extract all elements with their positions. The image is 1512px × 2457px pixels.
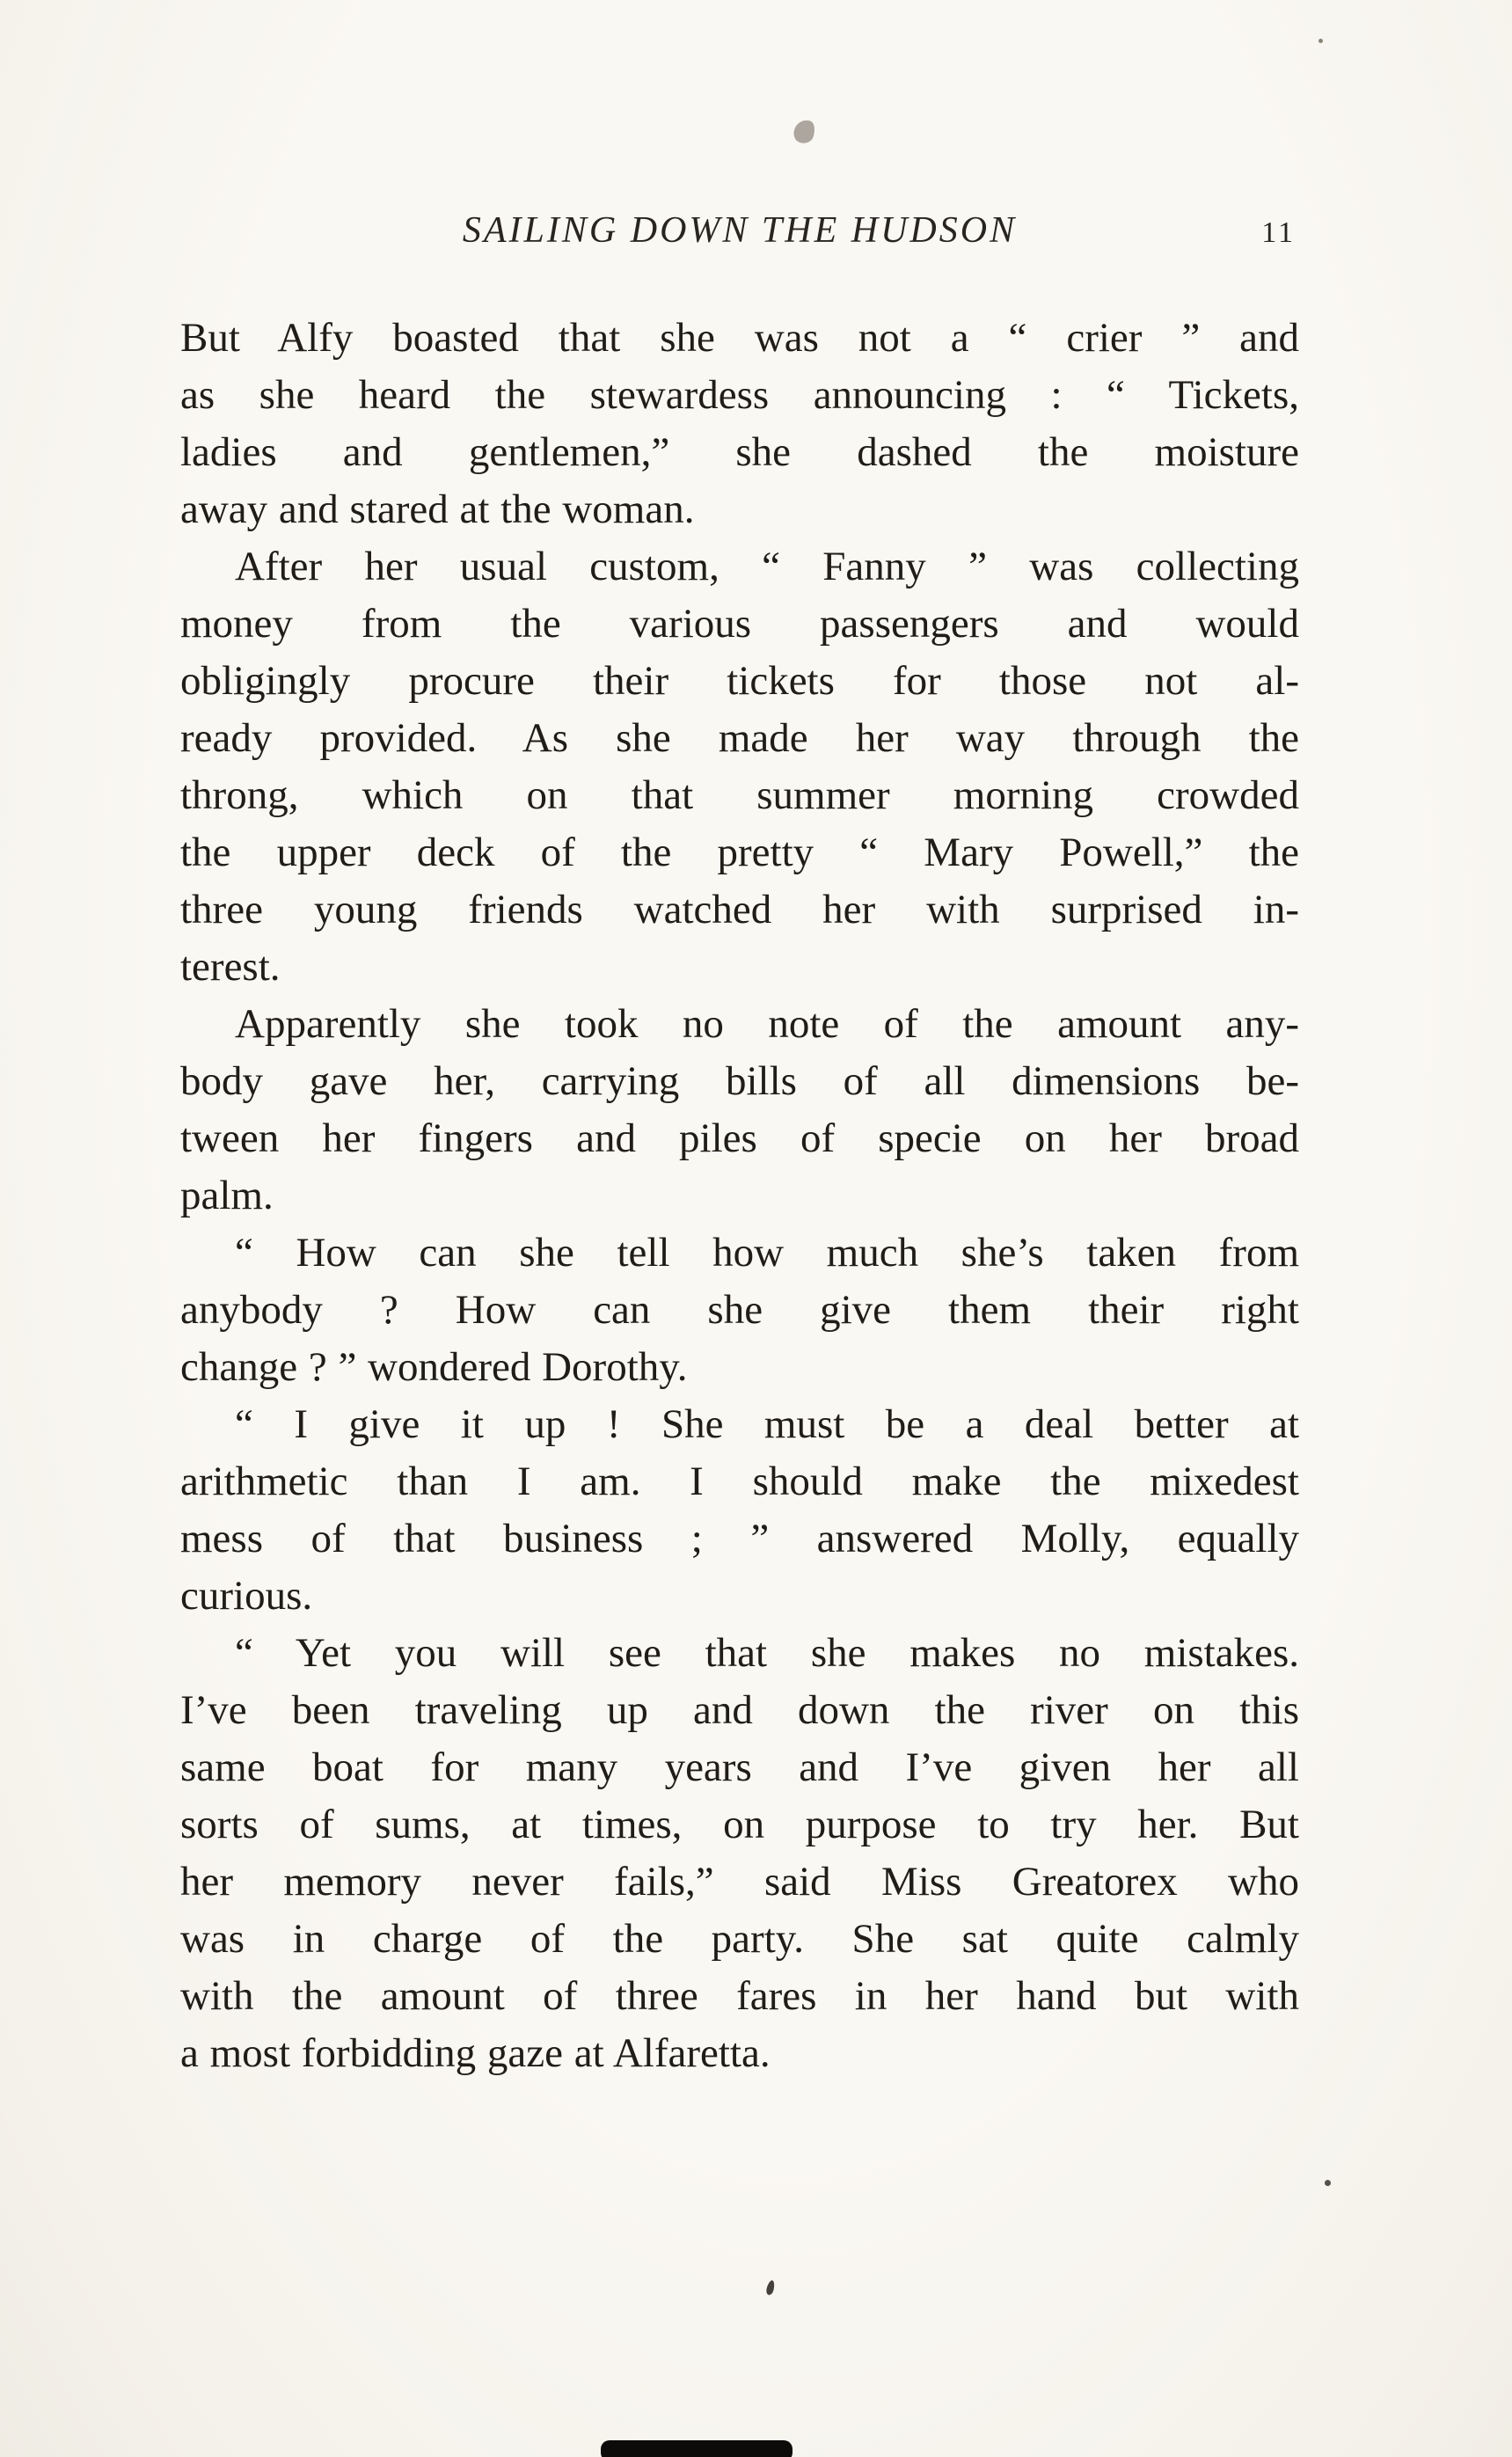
paragraph: [180, 1225, 1299, 1396]
text-line: as she heard the stewardess announcing : “ Tickets,: [180, 372, 1299, 418]
text-line: away and stared at the woman.: [180, 486, 695, 532]
ink-speck-icon: [1325, 2180, 1331, 2186]
text-line: her memory never fails,” said Miss Greatorex who: [180, 1859, 1299, 1905]
text-line: the upper deck of the pretty “ Mary Powell,” the: [180, 830, 1299, 875]
text-line: “ Yet you will see that she makes no mistakes.: [235, 1630, 1299, 1676]
text-line: After her usual custom, “ Fanny ” was collecting: [235, 544, 1299, 589]
text-line: body gave her, carrying bills of all dimensions be-: [180, 1058, 1299, 1104]
text-line: “ I give it up ! She must be a deal better at: [235, 1401, 1299, 1447]
text-line: throng, which on that summer morning crowded: [180, 772, 1299, 818]
text-line: terest.: [180, 944, 281, 990]
text-line: sorts of sums, at times, on purpose to try her. But: [180, 1802, 1299, 1847]
text-line: I’ve been traveling up and down the river on this: [180, 1687, 1299, 1733]
paragraph: [180, 996, 1299, 1225]
paragraph: [180, 1396, 1299, 1625]
text-block: [180, 310, 1299, 2082]
text-line: anybody ? How can she give them their right: [180, 1287, 1299, 1333]
ink-speck-icon: [1318, 39, 1323, 43]
text-line: three young friends watched her with surprised in-: [180, 887, 1299, 932]
page-number: 11: [1261, 216, 1296, 249]
text-line: was in charge of the party. She sat quite calmly: [180, 1916, 1299, 1962]
paragraph: [180, 538, 1299, 996]
text-line: tween her fingers and piles of specie on her broad: [180, 1115, 1299, 1161]
text-line: But Alfy boasted that she was not a “ crier ” and: [180, 315, 1299, 361]
text-line: change ? ” wondered Dorothy.: [180, 1344, 688, 1390]
paragraph: [180, 1625, 1299, 2082]
text-line: arithmetic than I am. I should make the mixedest: [180, 1459, 1299, 1504]
text-line: Apparently she took no note of the amount any-: [235, 1001, 1299, 1047]
text-line: ready provided. As she made her way through the: [180, 715, 1299, 761]
text-line: palm.: [180, 1173, 274, 1218]
text-line: money from the various passengers and would: [180, 601, 1299, 647]
ink-smudge-icon: [791, 117, 817, 146]
paragraph: [180, 310, 1299, 538]
text-line: “ How can she tell how much she’s taken from: [235, 1230, 1299, 1276]
ink-speck-icon: [765, 2279, 776, 2295]
text-line: obligingly procure their tickets for those not al-: [180, 658, 1299, 704]
chapter-running-title: SAILING DOWN THE HUDSON: [462, 210, 1018, 251]
running-head: [180, 209, 1299, 262]
text-line: same boat for many years and I’ve given her all: [180, 1744, 1299, 1790]
scanner-artifact-bar: [601, 2440, 793, 2457]
text-line: ladies and gentlemen,” she dashed the moisture: [180, 429, 1299, 475]
text-line: mess of that business ; ” answered Molly, equally: [180, 1516, 1299, 1561]
text-line: a most forbidding gaze at Alfaretta.: [180, 2030, 771, 2076]
text-line: with the amount of three fares in her hand but with: [180, 1973, 1299, 2019]
text-line: curious.: [180, 1573, 313, 1619]
